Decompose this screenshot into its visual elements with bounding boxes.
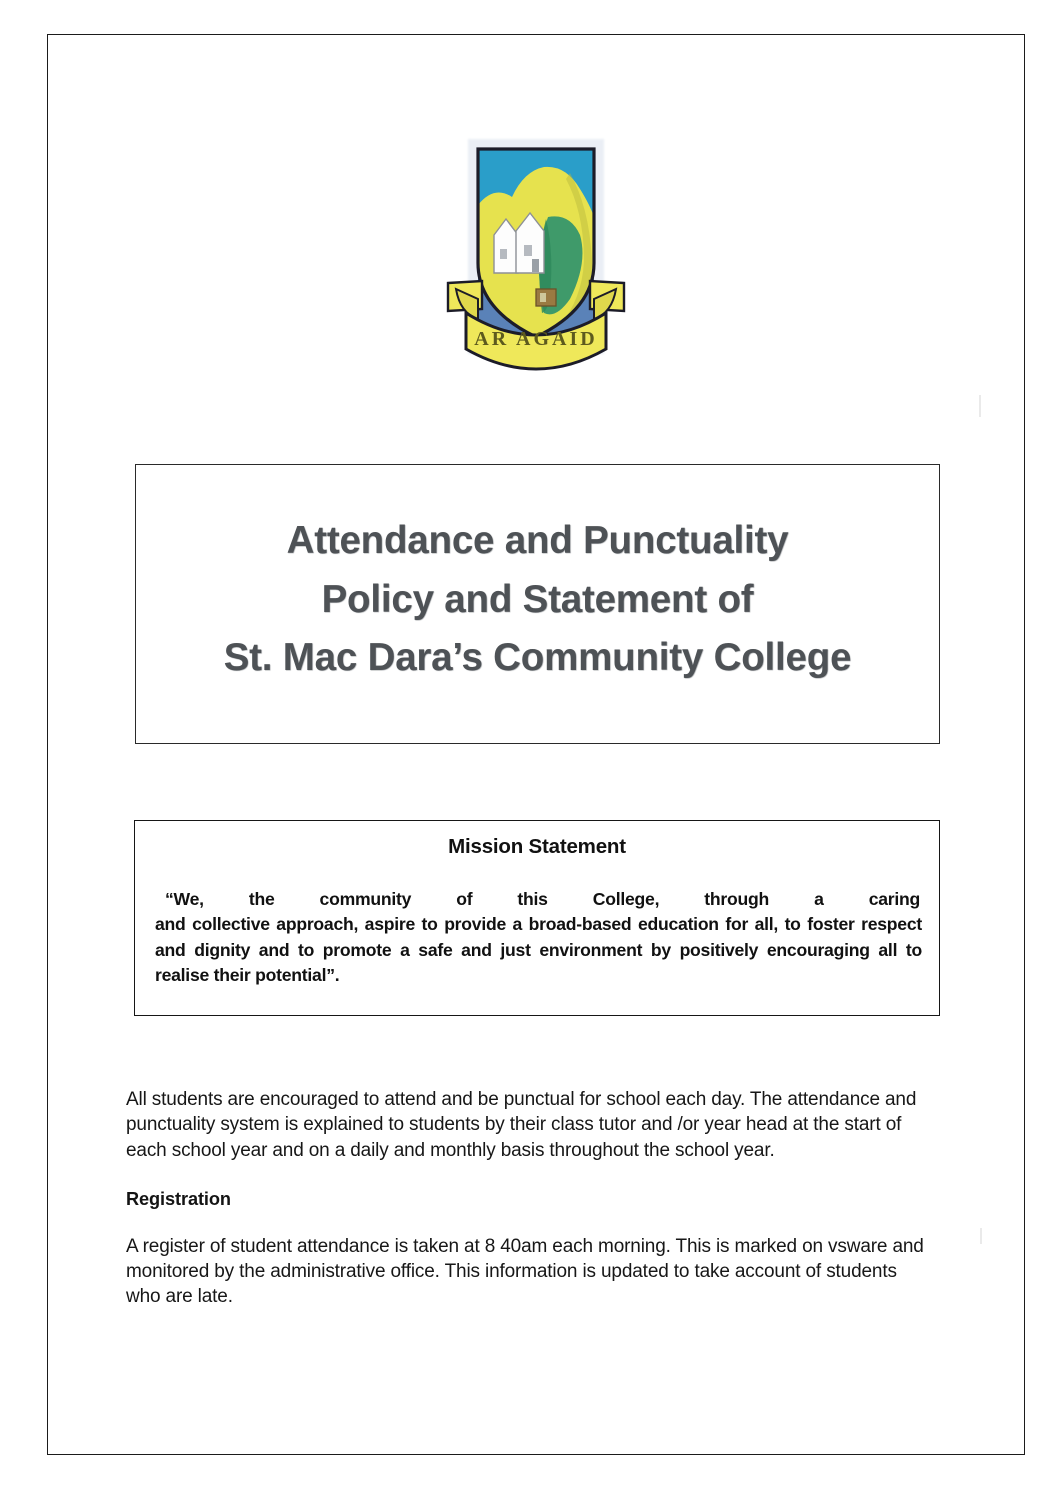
crest-container bbox=[48, 113, 1024, 381]
mission-statement-lead-line: “We, the community of this College, through a caring bbox=[165, 889, 920, 909]
mission-statement-box bbox=[134, 820, 940, 1016]
body-copy bbox=[126, 1087, 946, 1310]
school-crest-icon bbox=[420, 113, 652, 381]
crest-banner-text: AR AGAID bbox=[474, 328, 598, 350]
mission-statement-rest: and collective approach, aspire to provide a broad-based education for all, to foster respect and dignity and to promote a safe and just environment by positively encouraging all to realise their potential”. bbox=[155, 914, 922, 985]
title-line-3: St. Mac Dara’s Community College bbox=[223, 636, 852, 680]
title-line-1: Attendance and Punctuality bbox=[286, 519, 789, 563]
title-line-2: Policy and Statement of bbox=[321, 577, 754, 621]
registration-heading: Registration bbox=[126, 1188, 231, 1209]
registration-paragraph: A register of student attendance is taken at 8 40am each morning. This is marked on vsware and monitored by the administrative office. This information is updated to take account of students who are late. bbox=[126, 1235, 924, 1308]
mission-statement-text bbox=[152, 887, 922, 988]
title-box bbox=[135, 464, 940, 744]
scan-artifact-right-2 bbox=[980, 1228, 982, 1244]
mission-statement-heading: Mission Statement bbox=[448, 835, 626, 858]
intro-paragraph: All students are encouraged to attend and be punctual for school each day. The attendance and punctuality system is explained to students by their class tutor and /or year head at the start of each school year and on a daily and monthly basis throughout the school year. bbox=[126, 1089, 917, 1161]
scanned-page-sheet bbox=[47, 34, 1025, 1455]
scan-artifact-right bbox=[979, 395, 981, 417]
